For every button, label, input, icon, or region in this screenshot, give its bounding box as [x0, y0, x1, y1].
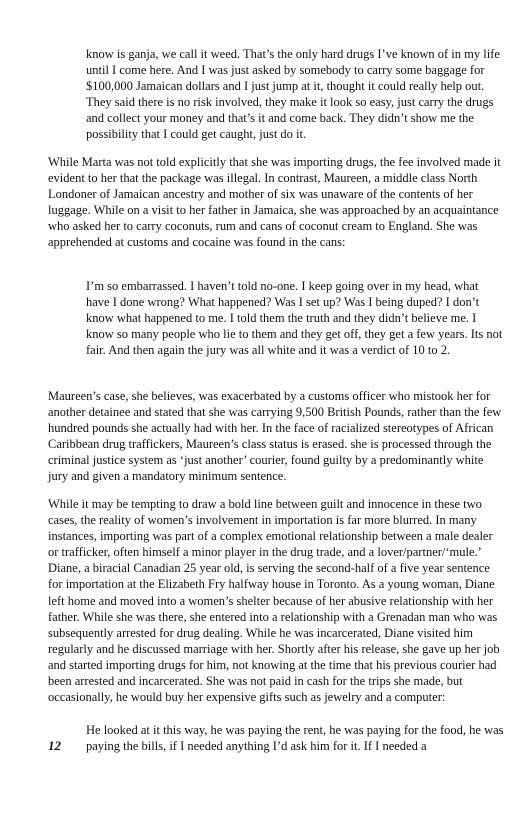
- paragraph-maureen-case: Maureen’s case, she believes, was exacerbated by a customs officer who mistook her for another detainee and stated that she was carrying 9,500 British Pounds, rather than the few hundred pounds she actually had with her. In the face of racialized stereotypes of African Caribbean drug traffickers, Maureen’s class status is erased. she is processed through the criminal justice system as ‘just another’ courier, found guilty by a predominantly white jury and given a mandatory minimum sentence.: [48, 389, 502, 484]
- block-quote-maureen: I’m so embarrassed. I haven’t told no-one. I keep going over in my head, what have I done wrong? What happened? Was I set up? Was I being duped? I don’t know what happened to me. I told them the truth and they didn’t believe me. I know so many people who lie to them and they get off, they get a few years. Its not fair. And then again the jury was all white and it was a verdict of 10 to 2.: [86, 279, 503, 358]
- paragraph-marta-maureen: While Marta was not told explicitly that she was importing drugs, the fee involved made it evident to her that the package was illegal. In contrast, Maureen, a middle class North Londoner of Jamaican ancestry and mother of six was unaware of the contents of her luggage. While on a visit to her father in Jamaica, she was approached by an acquaintance who asked her to carry coconuts, rum and cans of coconut cream to England. She was apprehended at customs and cocaine was found in the cans:: [48, 155, 501, 250]
- page-number: 12: [48, 738, 61, 753]
- block-quote-marta: know is ganja, we call it weed. That’s the only hard drugs I’ve known of in my life until I come here. And I was just asked by somebody to carry some baggage for $100,000 Jamaican dollars and I just jump at it, thought it could really help out. They said there is no risk involved, they make it look so easy, just carry the drugs and collect your money and that’s it and come back. They didn’t show me the possibility that I could get caught, just do it.: [86, 47, 500, 142]
- block-quote-diane: He looked at it this way, he was paying the rent, he was paying for the food, he was paying the bills, if I needed anything I’d ask him for it. If I needed a: [86, 723, 504, 754]
- paragraph-diane: While it may be tempting to draw a bold line between guilt and innocence in these two cases, the reality of women’s involvement in importation is far more blurred. In many instances, importing was part of a complex emotional relationship between a male dealer or trafficker, often himself a minor player in the drug trade, and a lover/partner/‘mule.’ Diane, a biracial Canadian 25 year old, is serving the second-half of a five year sentence for importation at the Elizabeth Fry halfway house in Toronto. As a young woman, Diane left home and moved into a women’s shelter because of her abusive relationship with her father. While she was there, she entered into a relationship with a Grenadan man who was subsequently arrested for drug dealing. While he was incarcerated, Diane visited him regularly and he discussed marriage with her. Shortly after his release, she gave up her job and started importing drugs for him, not knowing at the time that his previous courier had been arrested and incarcerated. She was not paid in cash for the trips she made, but occasionally, he would buy her expensive gifts such as jewelry and a computer:: [48, 497, 500, 705]
